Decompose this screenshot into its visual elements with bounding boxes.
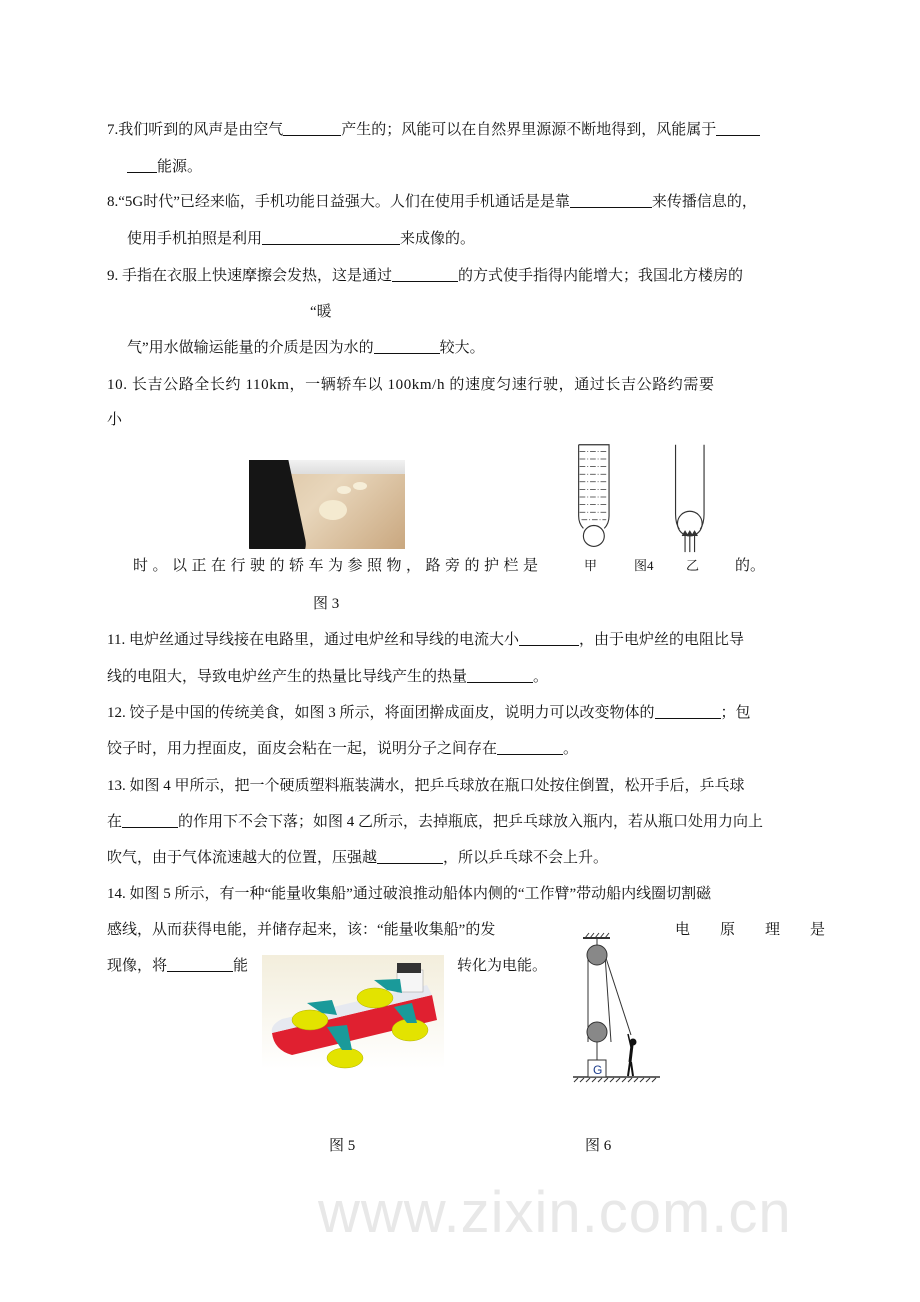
fig6-caption: 图 6 [585, 1138, 612, 1154]
text: 气”用水做输运能量的介质是因为水的 [127, 340, 374, 356]
question-14-line-3-end: 转化为电能。 [457, 958, 548, 974]
question-10-line-3: 时。以正在行驶的轿车为参照物，路旁的护栏是 [133, 558, 543, 574]
text: 。 [563, 741, 579, 757]
question-10-line-2: 小 [107, 412, 123, 428]
answer-blank [497, 740, 563, 755]
weight-label: G [593, 1063, 603, 1077]
text: 产生的；风能可以在自然界里源源不断地得到，风能属于 [341, 122, 717, 138]
question-14-line-2: 感线，从而获得电能，并储存起来，该：“能量收集船”的发 [107, 922, 496, 938]
question-11-line-2 [107, 668, 548, 686]
text: 的方式使手指得内能增大；我国北方楼房的 [458, 268, 744, 284]
question-12-line-1 [107, 704, 751, 722]
text: 8.“5G时代”已经来临，手机功能日益强大。人们在使用手机通话是是靠 [107, 194, 570, 210]
text: 12. 饺子是中国的传统美食，如图 3 所示，将面团擀成面皮，说明力可以改变物体的 [107, 705, 655, 721]
answer-blank [262, 230, 400, 245]
answer-blank [167, 957, 233, 972]
answer-blank [655, 704, 721, 719]
text: 较大。 [439, 340, 485, 356]
text: 在 [107, 814, 123, 830]
text: 9. 手指在衣服上快速摩擦会发热，这是通过 [107, 268, 393, 284]
bottle-diagram [568, 440, 728, 554]
text: 的作用下不会下落；如图 4 乙所示，去掉瓶底，把乒乓球放入瓶内，若从瓶口处用力向上 [178, 814, 764, 830]
text: 能 [233, 958, 249, 974]
question-10-line-3-end: 的。 [735, 558, 766, 574]
question-9-line-1 [107, 267, 743, 285]
pulley-diagram [568, 930, 664, 1088]
person-icon [628, 1034, 636, 1076]
fig5-caption: 图 5 [329, 1138, 356, 1154]
question-14-line-2-end: 电 原 理 是 [675, 922, 826, 938]
text: 能源。 [157, 159, 203, 175]
answer-blank [377, 849, 443, 864]
question-14-line-1: 14. 如图 5 所示，有一种“能量收集船”通过破浪推动船体内侧的“工作臂”带动船内线圈切割磁 [107, 886, 712, 902]
answer-blank [467, 668, 533, 683]
text: 线的电阻大，导致电炉丝产生的热量比导线产生的热量 [107, 669, 468, 685]
fig4-caption: 图4 [634, 558, 654, 573]
question-13-line-1: 13. 如图 4 甲所示，把一个硬质塑料瓶装满水，把乒乓球放在瓶口处按住倒置，松开手后，乒乓球 [107, 778, 745, 794]
text: 11. 电炉丝通过导线接在电路里，通过电炉丝和导线的电流大小 [107, 632, 519, 648]
text: ，由于电炉丝的电阻比导 [578, 632, 744, 648]
question-12-line-2 [107, 740, 578, 758]
text: 来成像的。 [400, 231, 476, 247]
text: 吹气，由于气体流速越大的位置，压强越 [107, 850, 378, 866]
watermark: www.zixin.com.cn [318, 1180, 792, 1245]
question-9-line-2: “暖 [310, 304, 332, 320]
question-13-line-3 [107, 849, 608, 867]
text: 。 [533, 669, 549, 685]
question-10-line-1: 10. 长吉公路全长约 110km，一辆轿车以 100km/h 的速度匀速行驶，通过长吉公路约需要 [107, 377, 715, 393]
answer-blank [127, 158, 157, 173]
question-7-line-1 [107, 121, 760, 139]
fig4-label-a: 甲 [584, 558, 598, 573]
text: 现像，将 [107, 958, 168, 974]
answer-blank [122, 813, 178, 828]
text: 7.我们听到的风声是由空气 [107, 122, 284, 138]
text: 饺子时，用力捏面皮，面皮会粘在一起，说明分子之间存在 [107, 741, 498, 757]
answer-blank [519, 631, 579, 646]
answer-blank [392, 267, 458, 282]
text: 来传播信息的， [651, 194, 757, 210]
text: ；包 [720, 705, 751, 721]
answer-blank [716, 121, 760, 136]
energy-ship-image [262, 955, 444, 1069]
answer-blank [374, 339, 440, 354]
dumpling-photo [249, 460, 405, 549]
question-8-line-1 [107, 193, 757, 211]
movable-pulley-icon [587, 1022, 607, 1042]
answer-blank [570, 193, 652, 208]
bottle-b-icon [676, 445, 705, 552]
fig3-caption: 图 3 [313, 596, 340, 612]
question-13-line-2 [107, 813, 763, 831]
question-7-line-2 [127, 158, 202, 176]
question-8-line-2 [127, 230, 475, 248]
answer-blank [283, 121, 341, 136]
question-14-line-3 [107, 957, 248, 975]
question-11-line-1 [107, 631, 744, 649]
text: 使用手机拍照是利用 [127, 231, 263, 247]
bottle-a-icon [579, 445, 609, 547]
fixed-pulley-icon [587, 945, 607, 965]
text: ，所以乒乓球不会上升。 [443, 850, 609, 866]
question-9-line-3 [127, 339, 485, 357]
fig4-label-b: 乙 [686, 558, 700, 573]
